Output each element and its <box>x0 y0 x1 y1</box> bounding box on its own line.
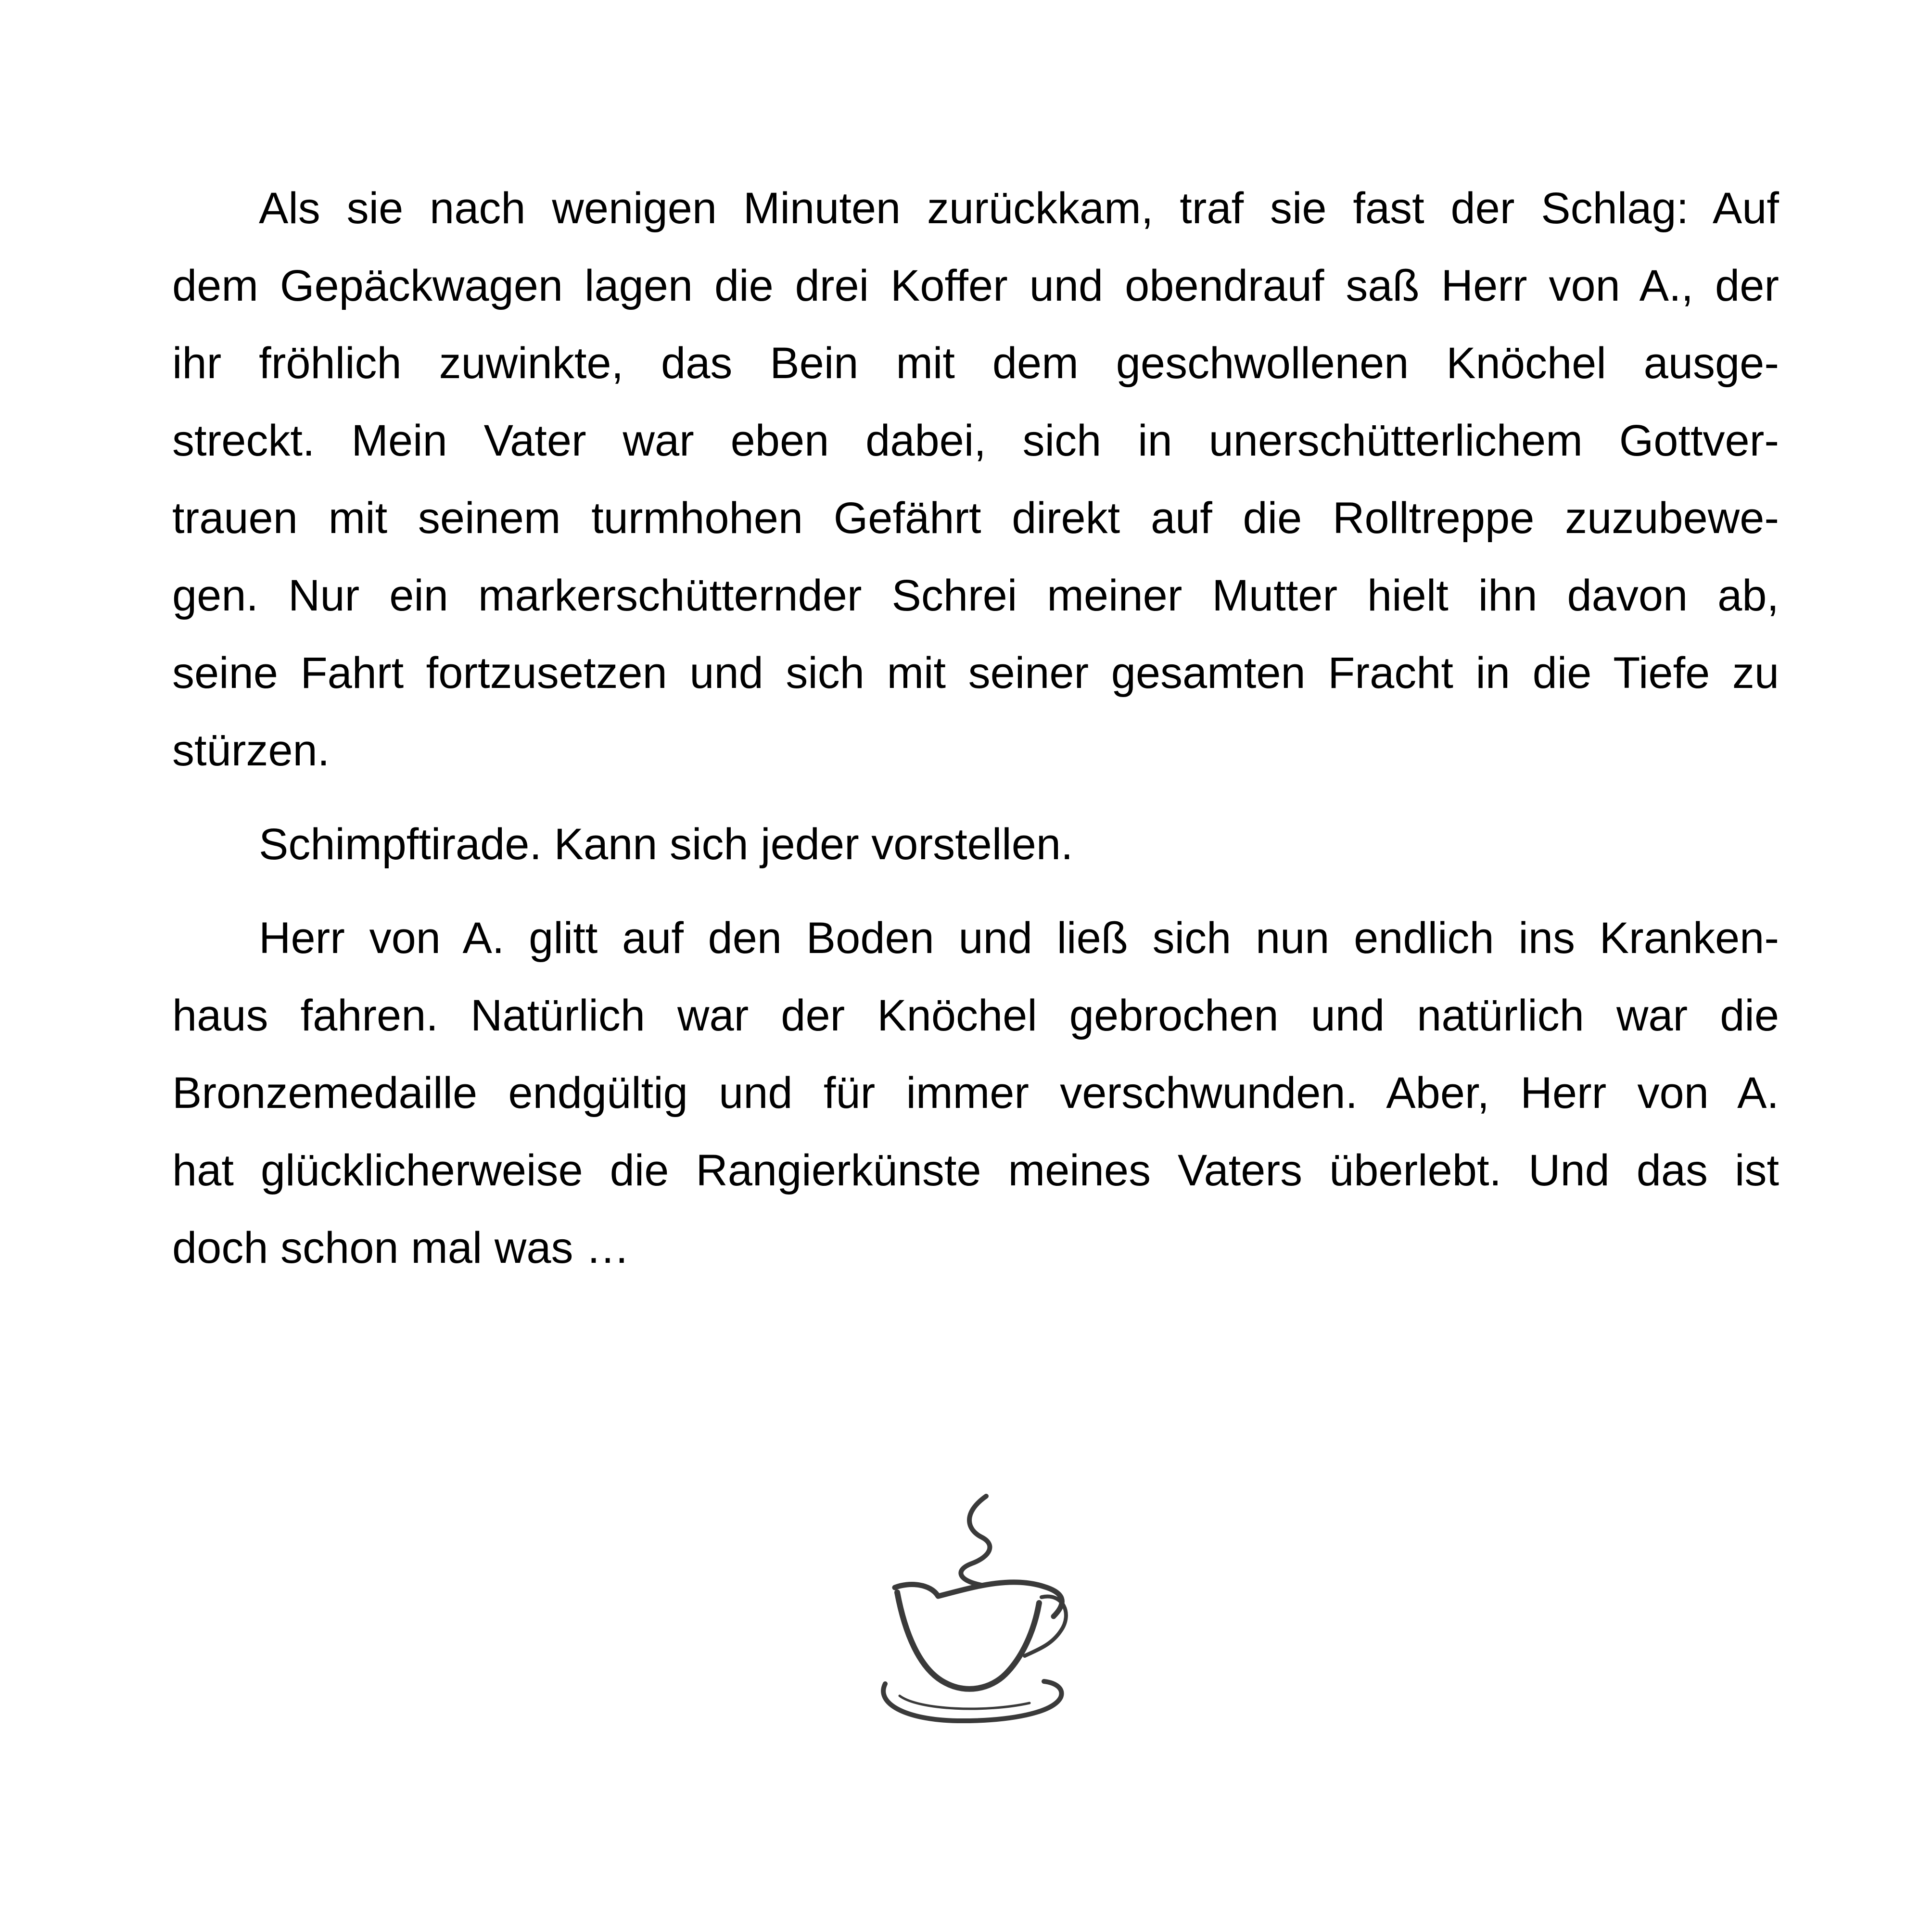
text-line: Herr von A. glitt auf den Boden und ließ sich nun endlich ins Kranken- <box>259 914 1779 963</box>
text-line: haus fahren. Natürlich war der Knöchel gebrochen und natürlich war die <box>172 991 1779 1040</box>
paragraph-spacer <box>172 883 1779 900</box>
paragraph-2 <box>172 806 1779 883</box>
text-line: seine Fahrt fortzusetzen und sich mit seiner gesamten Fracht in die Tiefe zu <box>172 648 1779 698</box>
text-line: streckt. Mein Vater war eben dabei, sich in unerschütterlichem Gottver- <box>172 416 1779 465</box>
text-line: dem Gepäckwagen lagen die drei Koffer und obendrauf saß Herr von A., der <box>172 261 1779 310</box>
coffee-cup-icon <box>847 1477 1097 1746</box>
paragraph-1 <box>172 170 1779 789</box>
text-line: stürzen. <box>172 726 330 775</box>
text-line: hat glücklicherweise die Rangierkünste meines Vaters überlebt. Und das ist <box>172 1146 1779 1195</box>
text-line: gen. Nur ein markerschütternder Schrei meiner Mutter hielt ihn davon ab, <box>172 571 1779 620</box>
text-line: Schimpftirade. Kann sich jeder vorstellen. <box>259 820 1073 869</box>
text-line: ihr fröhlich zuwinkte, das Bein mit dem geschwollenen Knöchel ausge- <box>172 339 1779 388</box>
paragraph-3 <box>172 900 1779 1287</box>
paragraph-spacer <box>172 789 1779 806</box>
text-line: Als sie nach wenigen Minuten zurückkam, traf sie fast der Schlag: Auf <box>259 184 1779 233</box>
text-line: doch schon mal was … <box>172 1223 630 1272</box>
text-line: Bronzemedaille endgültig und für immer verschwunden. Aber, Herr von A. <box>172 1068 1779 1118</box>
text-line: trauen mit seinem turmhohen Gefährt direkt auf die Rolltreppe zuzubewe- <box>172 494 1779 543</box>
body-text <box>172 170 1779 1287</box>
